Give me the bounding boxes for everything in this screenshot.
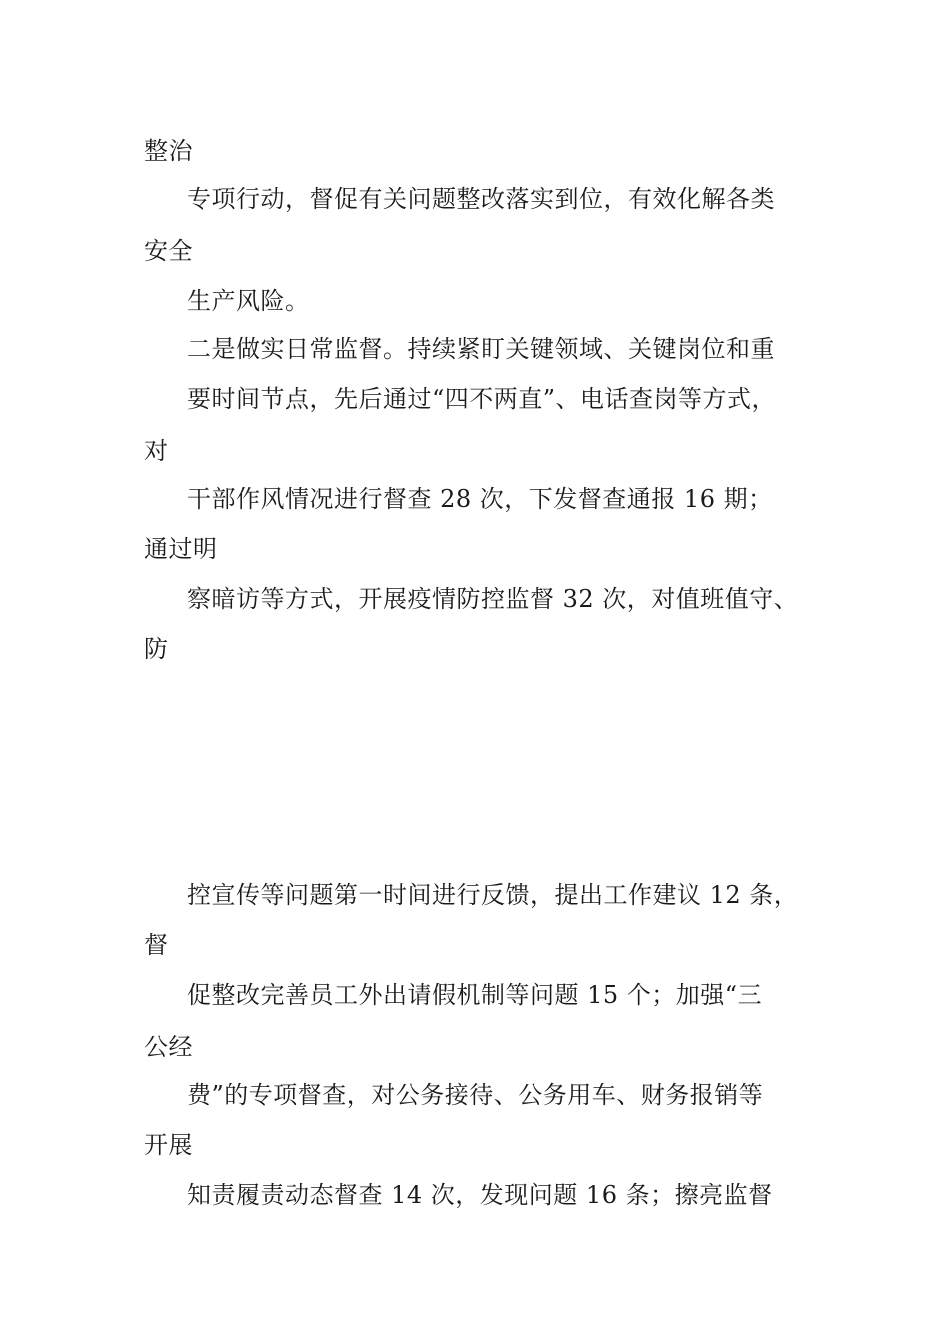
text-line: 生产风险。 [187, 287, 310, 315]
text-line: 专项行动，督促有关问题整改落实到位，有效化解各类 [187, 185, 775, 213]
text-line: 二是做实日常监督。持续紧盯关键领域、关键岗位和重 [187, 335, 775, 363]
text-line: 促整改完善员工外出请假机制等问题 15 个；加强“三 [187, 981, 763, 1009]
text-line: 开展 [144, 1131, 193, 1159]
text-line: 对 [144, 437, 169, 465]
text-line: 安全 [144, 237, 193, 265]
text-line: 公经 [144, 1033, 193, 1061]
text-line: 知责履责动态督查 14 次，发现问题 16 条；擦亮监督 [187, 1181, 773, 1209]
text-line: 费”的专项督查，对公务接待、公务用车、财务报销等 [187, 1081, 764, 1109]
text-line: 察暗访等方式，开展疫情防控监督 32 次，对值班值守、 [187, 585, 799, 613]
text-line: 通过明 [144, 535, 218, 563]
text-line: 督 [144, 931, 169, 959]
text-line: 整治 [144, 137, 193, 165]
text-line: 防 [144, 635, 169, 663]
text-line: 要时间节点，先后通过“四不两直”、电话查岗等方式， [187, 385, 777, 413]
text-line: 干部作风情况进行督查 28 次，下发督查通报 16 期； [187, 485, 773, 513]
text-line: 控宣传等问题第一时间进行反馈，提出工作建议 12 条， [187, 881, 799, 909]
